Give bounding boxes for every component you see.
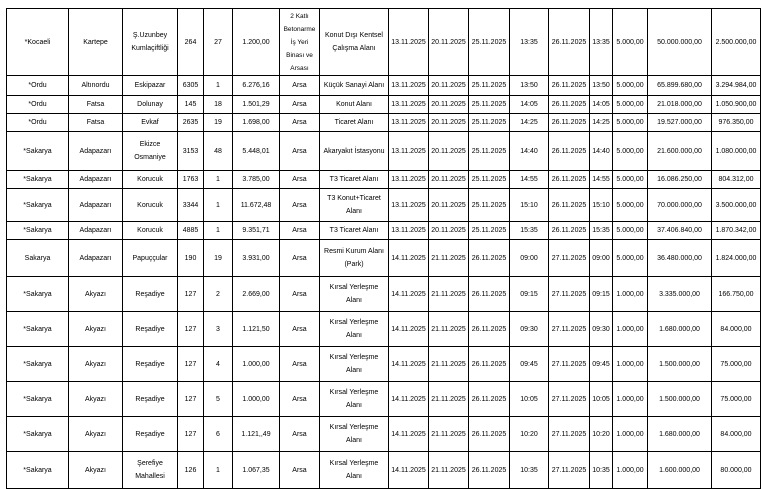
announcement-date-cell: 13.11.2025 [389,114,429,132]
second-tender-time-cell: 09:45 [590,347,613,382]
province-cell: Sakarya [7,240,69,277]
province-cell: *Sakarya [7,452,69,489]
deposit-cell: 75.000,00 [712,347,761,382]
second-tender-date-cell: 26.11.2025 [549,132,590,171]
tender-time-cell: 15:35 [510,222,549,240]
zoning-cell: Kırsal Yerleşme Alanı [320,312,389,347]
province-cell: *Sakarya [7,189,69,222]
table-row [7,222,761,240]
zoning-cell: Ticaret Alanı [320,114,389,132]
tender-time-cell: 14:55 [510,171,549,189]
second-tender-date-cell: 27.11.2025 [549,452,590,489]
second-tender-date-cell: 26.11.2025 [549,222,590,240]
announcement-date-cell: 14.11.2025 [389,452,429,489]
application-deadline-cell: 21.11.2025 [429,382,469,417]
fee-cell: 5.000,00 [613,132,648,171]
neighborhood-cell: Reşadiye [123,277,178,312]
tender-date-cell: 25.11.2025 [469,171,510,189]
parcel-cell: 1 [204,76,233,96]
estimated-value-cell: 1.600.000,00 [648,452,712,489]
neighborhood-cell: Şerefiye Mahallesi [123,452,178,489]
tender-time-cell: 14:40 [510,132,549,171]
deposit-cell: 1.824.000,00 [712,240,761,277]
zoning-cell: Konut Dışı Kentsel Çalışma Alanı [320,9,389,76]
area-m2-cell: 1.067,35 [233,452,280,489]
district-cell: Fatsa [69,96,123,114]
tender-date-cell: 26.11.2025 [469,382,510,417]
second-tender-time-cell: 09:15 [590,277,613,312]
fee-cell: 5.000,00 [613,240,648,277]
table-row [7,382,761,417]
table-row [7,132,761,171]
fee-cell: 5.000,00 [613,222,648,240]
area-m2-cell: 6.276,16 [233,76,280,96]
area-m2-cell: 1.501,29 [233,96,280,114]
estimated-value-cell: 1.680.000,00 [648,312,712,347]
block-cell: 145 [178,96,204,114]
deposit-cell: 1.080.000,00 [712,132,761,171]
property-type-cell: Arsa [280,189,320,222]
parcel-cell: 1 [204,171,233,189]
deposit-cell: 2.500.000,00 [712,9,761,76]
table-row [7,240,761,277]
zoning-cell: Konut Alanı [320,96,389,114]
province-cell: *Sakarya [7,312,69,347]
deposit-cell: 976.350,00 [712,114,761,132]
area-m2-cell: 2.669,00 [233,277,280,312]
deposit-cell: 84.000,00 [712,417,761,452]
announcement-date-cell: 13.11.2025 [389,171,429,189]
estimated-value-cell: 1.500.000,00 [648,347,712,382]
province-cell: *Sakarya [7,132,69,171]
province-cell: *Ordu [7,76,69,96]
fee-cell: 1.000,00 [613,277,648,312]
neighborhood-cell: Dolunay [123,96,178,114]
second-tender-date-cell: 26.11.2025 [549,76,590,96]
tender-date-cell: 25.11.2025 [469,132,510,171]
fee-cell: 5.000,00 [613,114,648,132]
area-m2-cell: 1.000,00 [233,382,280,417]
deposit-cell: 84.000,00 [712,312,761,347]
deposit-cell: 75.000,00 [712,382,761,417]
announcement-date-cell: 14.11.2025 [389,417,429,452]
property-type-cell: Arsa [280,132,320,171]
property-type-cell: Arsa [280,417,320,452]
tender-date-cell: 25.11.2025 [469,114,510,132]
second-tender-time-cell: 15:10 [590,189,613,222]
application-deadline-cell: 20.11.2025 [429,132,469,171]
neighborhood-cell: Reşadiye [123,417,178,452]
parcel-cell: 6 [204,417,233,452]
tender-time-cell: 10:05 [510,382,549,417]
table-row [7,114,761,132]
table-row [7,417,761,452]
neighborhood-cell: Eskipazar [123,76,178,96]
neighborhood-cell: Reşadiye [123,347,178,382]
district-cell: Akyazı [69,347,123,382]
district-cell: Akyazı [69,417,123,452]
fee-cell: 1.000,00 [613,312,648,347]
province-cell: *Sakarya [7,347,69,382]
second-tender-time-cell: 10:20 [590,417,613,452]
parcel-cell: 19 [204,114,233,132]
property-type-cell: Arsa [280,76,320,96]
district-cell: Adapazarı [69,132,123,171]
zoning-cell: Kırsal Yerleşme Alanı [320,347,389,382]
tender-time-cell: 13:50 [510,76,549,96]
area-m2-cell: 1.200,00 [233,9,280,76]
fee-cell: 5.000,00 [613,9,648,76]
application-deadline-cell: 21.11.2025 [429,452,469,489]
neighborhood-cell: Korucuk [123,171,178,189]
district-cell: Akyazı [69,277,123,312]
zoning-cell: Kırsal Yerleşme Alanı [320,277,389,312]
estimated-value-cell: 16.086.250,00 [648,171,712,189]
area-m2-cell: 1.000,00 [233,347,280,382]
neighborhood-cell: Reşadiye [123,312,178,347]
property-type-cell: Arsa [280,452,320,489]
parcel-cell: 3 [204,312,233,347]
fee-cell: 1.000,00 [613,347,648,382]
tender-time-cell: 15:10 [510,189,549,222]
estimated-value-cell: 36.480.000,00 [648,240,712,277]
fee-cell: 1.000,00 [613,417,648,452]
application-deadline-cell: 21.11.2025 [429,347,469,382]
tender-date-cell: 25.11.2025 [469,189,510,222]
zoning-cell: T3 Ticaret Alanı [320,171,389,189]
announcement-date-cell: 14.11.2025 [389,312,429,347]
property-type-cell: Arsa [280,222,320,240]
area-m2-cell: 3.931,00 [233,240,280,277]
area-m2-cell: 11.672,48 [233,189,280,222]
tender-date-cell: 25.11.2025 [469,96,510,114]
fee-cell: 5.000,00 [613,171,648,189]
area-m2-cell: 1.121,,49 [233,417,280,452]
province-cell: *Kocaeli [7,9,69,76]
block-cell: 3344 [178,189,204,222]
tender-date-cell: 25.11.2025 [469,9,510,76]
estimated-value-cell: 37.406.840,00 [648,222,712,240]
tender-date-cell: 26.11.2025 [469,347,510,382]
district-cell: Fatsa [69,114,123,132]
announcement-date-cell: 13.11.2025 [389,132,429,171]
property-auction-table [6,8,761,489]
second-tender-date-cell: 27.11.2025 [549,347,590,382]
table-row [7,452,761,489]
application-deadline-cell: 20.11.2025 [429,171,469,189]
application-deadline-cell: 20.11.2025 [429,114,469,132]
district-cell: Akyazı [69,312,123,347]
second-tender-date-cell: 26.11.2025 [549,9,590,76]
tender-time-cell: 10:35 [510,452,549,489]
province-cell: *Sakarya [7,171,69,189]
block-cell: 264 [178,9,204,76]
district-cell: Adapazarı [69,171,123,189]
zoning-cell: Kırsal Yerleşme Alanı [320,382,389,417]
fee-cell: 1.000,00 [613,452,648,489]
second-tender-date-cell: 27.11.2025 [549,417,590,452]
tender-date-cell: 26.11.2025 [469,312,510,347]
estimated-value-cell: 3.335.000,00 [648,277,712,312]
estimated-value-cell: 70.000.000,00 [648,189,712,222]
tender-date-cell: 26.11.2025 [469,452,510,489]
block-cell: 127 [178,312,204,347]
district-cell: Altınordu [69,76,123,96]
application-deadline-cell: 21.11.2025 [429,417,469,452]
tender-date-cell: 25.11.2025 [469,76,510,96]
deposit-cell: 1.050.900,00 [712,96,761,114]
estimated-value-cell: 1.680.000,00 [648,417,712,452]
block-cell: 1763 [178,171,204,189]
property-type-cell: Arsa [280,96,320,114]
tender-time-cell: 09:45 [510,347,549,382]
province-cell: *Ordu [7,114,69,132]
district-cell: Akyazı [69,452,123,489]
fee-cell: 5.000,00 [613,76,648,96]
deposit-cell: 1.870.342,00 [712,222,761,240]
second-tender-time-cell: 10:35 [590,452,613,489]
block-cell: 4885 [178,222,204,240]
estimated-value-cell: 1.500.000,00 [648,382,712,417]
block-cell: 3153 [178,132,204,171]
parcel-cell: 1 [204,189,233,222]
area-m2-cell: 9.351,71 [233,222,280,240]
property-auction-table-sheet [6,8,761,489]
neighborhood-cell: Papuççular [123,240,178,277]
announcement-date-cell: 14.11.2025 [389,240,429,277]
fee-cell: 5.000,00 [613,189,648,222]
province-cell: *Sakarya [7,382,69,417]
table-row [7,312,761,347]
block-cell: 126 [178,452,204,489]
block-cell: 127 [178,417,204,452]
announcement-date-cell: 13.11.2025 [389,76,429,96]
announcement-date-cell: 13.11.2025 [389,222,429,240]
neighborhood-cell: Ş.Uzunbey Kumlaçiftliği [123,9,178,76]
zoning-cell: Akaryakıt İstasyonu [320,132,389,171]
zoning-cell: T3 Konut+Ticaret Alanı [320,189,389,222]
announcement-date-cell: 14.11.2025 [389,277,429,312]
property-type-cell: Arsa [280,347,320,382]
province-cell: *Ordu [7,96,69,114]
property-type-cell: Arsa [280,312,320,347]
parcel-cell: 27 [204,9,233,76]
zoning-cell: Resmi Kurum Alanı (Park) [320,240,389,277]
zoning-cell: Kırsal Yerleşme Alanı [320,452,389,489]
table-row [7,277,761,312]
zoning-cell: Küçük Sanayi Alanı [320,76,389,96]
neighborhood-cell: Korucuk [123,189,178,222]
province-cell: *Sakarya [7,222,69,240]
area-m2-cell: 3.785,00 [233,171,280,189]
estimated-value-cell: 21.600.000,00 [648,132,712,171]
zoning-cell: Kırsal Yerleşme Alanı [320,417,389,452]
neighborhood-cell: Ekizce Osmaniye [123,132,178,171]
estimated-value-cell: 65.899.680,00 [648,76,712,96]
announcement-date-cell: 13.11.2025 [389,9,429,76]
application-deadline-cell: 20.11.2025 [429,76,469,96]
second-tender-time-cell: 14:25 [590,114,613,132]
estimated-value-cell: 50.000.000,00 [648,9,712,76]
parcel-cell: 19 [204,240,233,277]
parcel-cell: 18 [204,96,233,114]
deposit-cell: 166.750,00 [712,277,761,312]
application-deadline-cell: 21.11.2025 [429,240,469,277]
tender-time-cell: 09:00 [510,240,549,277]
property-type-cell: Arsa [280,171,320,189]
estimated-value-cell: 19.527.000,00 [648,114,712,132]
tender-time-cell: 09:15 [510,277,549,312]
table-row [7,171,761,189]
fee-cell: 1.000,00 [613,382,648,417]
table-row [7,189,761,222]
deposit-cell: 804.312,00 [712,171,761,189]
tender-time-cell: 14:05 [510,96,549,114]
tender-time-cell: 13:35 [510,9,549,76]
parcel-cell: 4 [204,347,233,382]
application-deadline-cell: 21.11.2025 [429,312,469,347]
neighborhood-cell: Reşadiye [123,382,178,417]
block-cell: 2635 [178,114,204,132]
table-row [7,96,761,114]
block-cell: 127 [178,347,204,382]
second-tender-time-cell: 14:05 [590,96,613,114]
tender-date-cell: 25.11.2025 [469,222,510,240]
announcement-date-cell: 14.11.2025 [389,382,429,417]
area-m2-cell: 5.448,01 [233,132,280,171]
second-tender-time-cell: 09:00 [590,240,613,277]
estimated-value-cell: 21.018.000,00 [648,96,712,114]
parcel-cell: 5 [204,382,233,417]
table-row [7,347,761,382]
table-row [7,76,761,96]
second-tender-date-cell: 27.11.2025 [549,277,590,312]
second-tender-time-cell: 14:55 [590,171,613,189]
second-tender-time-cell: 15:35 [590,222,613,240]
block-cell: 190 [178,240,204,277]
second-tender-time-cell: 10:05 [590,382,613,417]
property-type-cell: Arsa [280,240,320,277]
neighborhood-cell: Evkaf [123,114,178,132]
province-cell: *Sakarya [7,417,69,452]
application-deadline-cell: 21.11.2025 [429,277,469,312]
table-row [7,9,761,76]
property-type-cell: 2 Katlı Betonarme İş Yeri Binası ve Arsası [280,9,320,76]
tender-date-cell: 26.11.2025 [469,240,510,277]
block-cell: 127 [178,277,204,312]
application-deadline-cell: 20.11.2025 [429,96,469,114]
tender-date-cell: 26.11.2025 [469,277,510,312]
announcement-date-cell: 13.11.2025 [389,189,429,222]
tender-date-cell: 26.11.2025 [469,417,510,452]
parcel-cell: 1 [204,222,233,240]
second-tender-time-cell: 14:40 [590,132,613,171]
second-tender-date-cell: 26.11.2025 [549,189,590,222]
neighborhood-cell: Korucuk [123,222,178,240]
district-cell: Akyazı [69,382,123,417]
second-tender-date-cell: 26.11.2025 [549,171,590,189]
application-deadline-cell: 20.11.2025 [429,222,469,240]
parcel-cell: 48 [204,132,233,171]
announcement-date-cell: 14.11.2025 [389,347,429,382]
second-tender-date-cell: 27.11.2025 [549,240,590,277]
province-cell: *Sakarya [7,277,69,312]
tender-time-cell: 10:20 [510,417,549,452]
parcel-cell: 1 [204,452,233,489]
tender-time-cell: 14:25 [510,114,549,132]
second-tender-time-cell: 13:50 [590,76,613,96]
property-type-cell: Arsa [280,114,320,132]
district-cell: Adapazarı [69,189,123,222]
parcel-cell: 2 [204,277,233,312]
block-cell: 127 [178,382,204,417]
area-m2-cell: 1.121,50 [233,312,280,347]
second-tender-date-cell: 27.11.2025 [549,382,590,417]
second-tender-date-cell: 27.11.2025 [549,312,590,347]
application-deadline-cell: 20.11.2025 [429,189,469,222]
district-cell: Kartepe [69,9,123,76]
district-cell: Adapazarı [69,222,123,240]
tender-time-cell: 09:30 [510,312,549,347]
zoning-cell: T3 Ticaret Alanı [320,222,389,240]
second-tender-date-cell: 26.11.2025 [549,96,590,114]
area-m2-cell: 1.698,00 [233,114,280,132]
second-tender-time-cell: 13:35 [590,9,613,76]
district-cell: Adapazarı [69,240,123,277]
deposit-cell: 3.294.984,00 [712,76,761,96]
application-deadline-cell: 20.11.2025 [429,9,469,76]
property-type-cell: Arsa [280,277,320,312]
deposit-cell: 80.000,00 [712,452,761,489]
deposit-cell: 3.500.000,00 [712,189,761,222]
fee-cell: 5.000,00 [613,96,648,114]
second-tender-date-cell: 26.11.2025 [549,114,590,132]
property-type-cell: Arsa [280,382,320,417]
block-cell: 6305 [178,76,204,96]
second-tender-time-cell: 09:30 [590,312,613,347]
announcement-date-cell: 13.11.2025 [389,96,429,114]
